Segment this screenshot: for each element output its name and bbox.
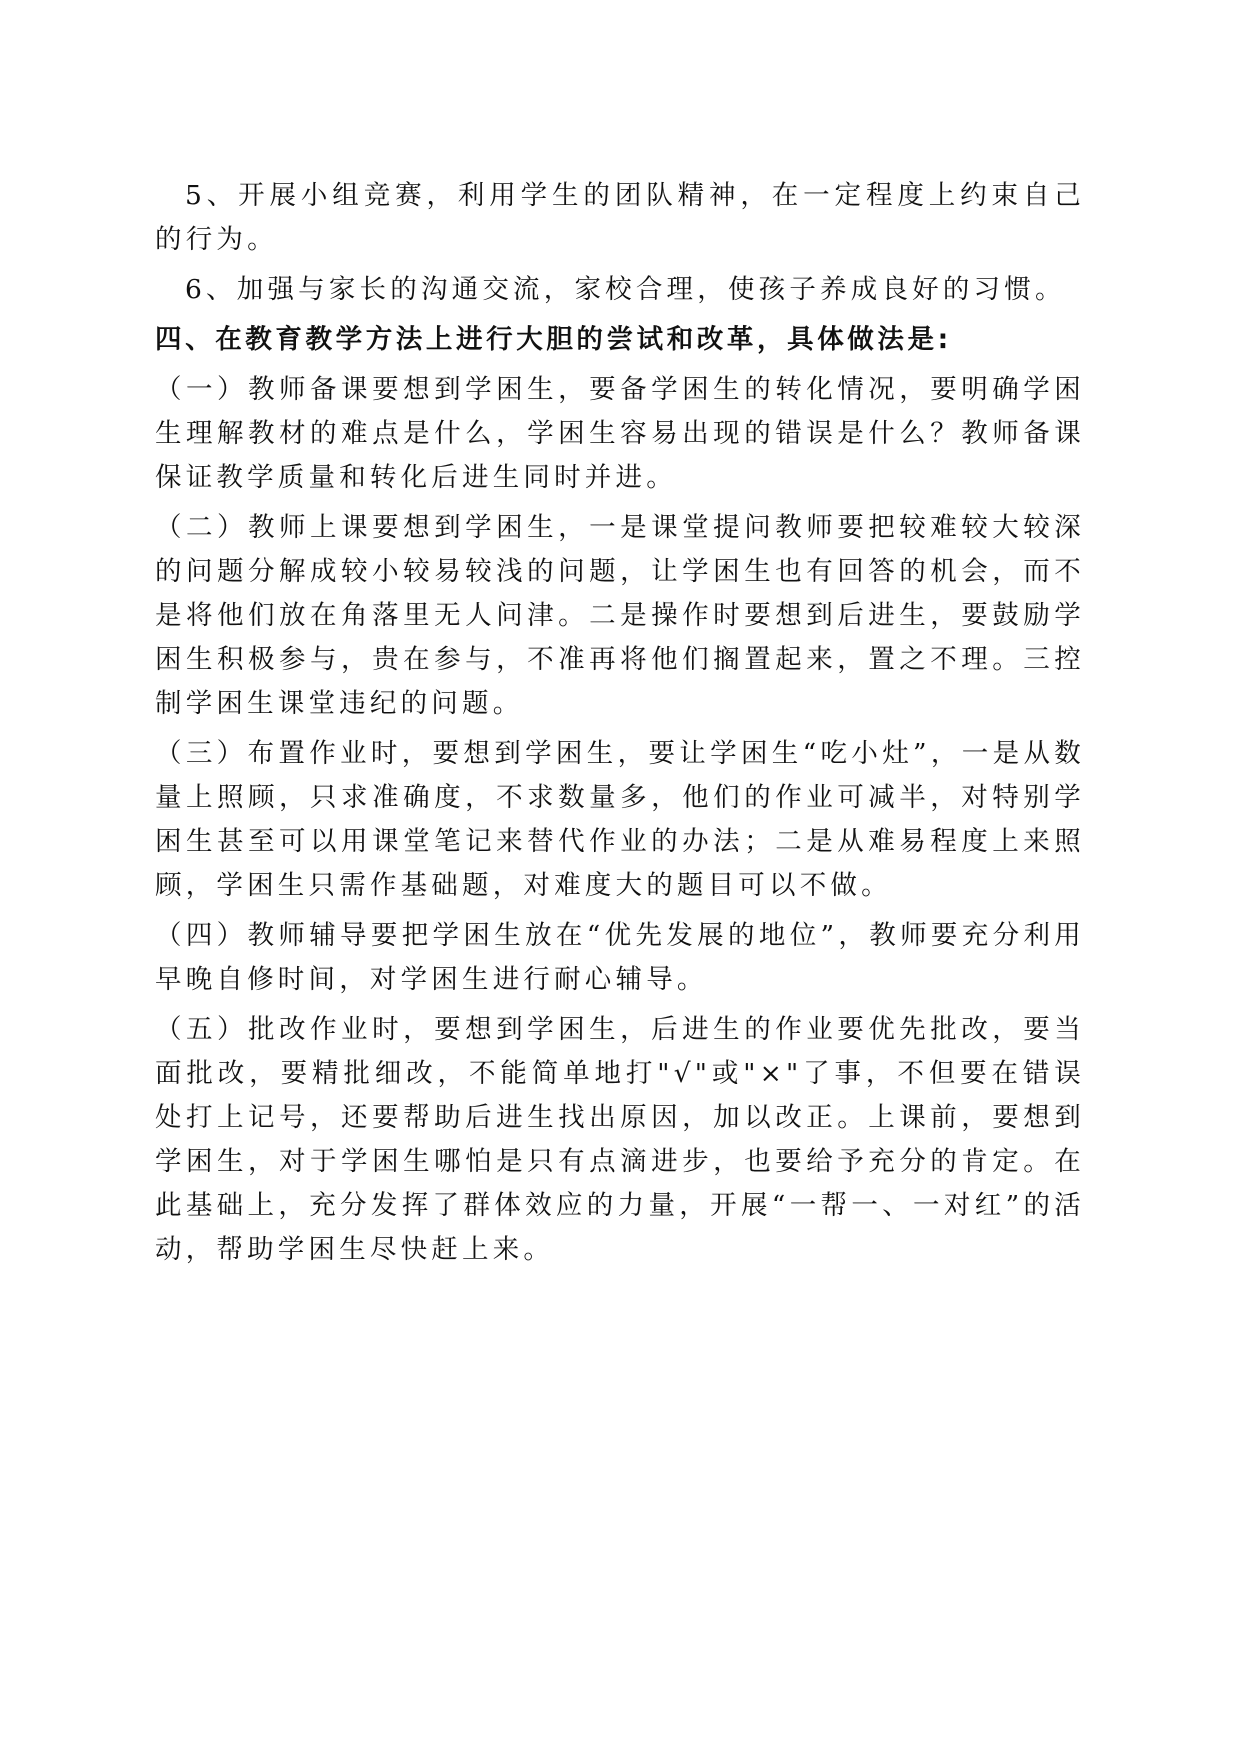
paragraph-item-6: 6、加强与家长的沟通交流，家校合理，使孩子养成良好的习惯。 [185,274,1066,305]
section-heading: 四、在教育教学方法上进行大胆的尝试和改革，具体做法是: [155,324,952,355]
document-page [155,174,1085,1272]
method-item-3: （三）布置作业时，要想到学困生，要让学困生“吃小灶”，一是从数量上照顾，只求准确度，不求数量多，他们的作业可减半，对特别学困生甚至可以用课堂笔记来替代作业的办法；二是从难易程度上来照顾，学困生只需作基础题，对难度大的题目可以不做。 [155,738,1085,901]
method-item-4: （四）教师辅导要把学困生放在“优先发展的地位”，教师要充分利用早晚自修时间，对学困生进行耐心辅导。 [155,920,1085,995]
method-item-1: （一）教师备课要想到学困生，要备学困生的转化情况，要明确学困生理解教材的难点是什么，学困生容易出现的错误是什么？教师备课保证教学质量和转化后进生同时并进。 [155,374,1085,493]
method-item-5: （五）批改作业时，要想到学困生，后进生的作业要优先批改，要当面批改，要精批细改，不能简单地打"√"或"×"了事，不但要在错误处打上记号，还要帮助后进生找出原因，加以改正。上课前，要想到学困生，对于学困生哪怕是只有点滴进步，也要给予充分的肯定。在此基础上，充分发挥了群体效应的力量，开展“一帮一、一对红”的活动，帮助学困生尽快赶上来。 [155,1014,1085,1265]
paragraph-item-5: 5、开展小组竞赛，利用学生的团队精神，在一定程度上约束自己的行为。 [155,180,1085,255]
method-item-2: （二）教师上课要想到学困生，一是课堂提问教师要把较难较大较深的问题分解成较小较易较浅的问题，让学困生也有回答的机会，而不是将他们放在角落里无人问津。二是操作时要想到后进生，要鼓励学困生积极参与，贵在参与，不准再将他们搁置起来，置之不理。三控制学困生课堂违纪的问题。 [155,512,1085,719]
